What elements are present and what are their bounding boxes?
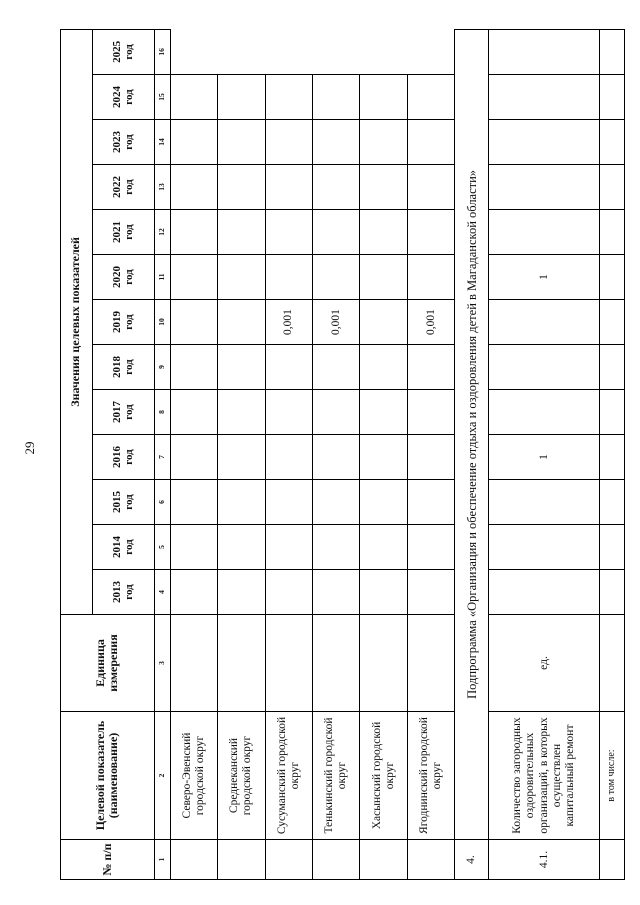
value-2020 <box>218 300 265 345</box>
col-number: 14 <box>154 120 170 165</box>
col-number: 3 <box>154 615 170 712</box>
indicators-table <box>60 29 625 880</box>
value-2020: 0,001 <box>265 300 312 345</box>
subprogram-title: Подпрограмма «Организация и обеспечение отдыха и оздоровления детей в Магаданской области» <box>455 29 489 839</box>
table-row <box>313 29 360 879</box>
col-number: 10 <box>154 300 170 345</box>
item-unit: ед. <box>489 615 600 712</box>
item-value-2016: 1 <box>489 435 600 480</box>
col-number: 9 <box>154 345 170 390</box>
col-number: 1 <box>154 840 170 880</box>
header-num: № п/п <box>61 840 155 880</box>
district-name: Ягоднинский городской округ <box>407 712 454 840</box>
year-2020: 2020 год <box>92 255 154 300</box>
subprogram-num: 4. <box>455 840 489 880</box>
table-row <box>489 29 600 879</box>
value-2020: 0,001 <box>407 300 454 345</box>
page-number: 29 <box>22 441 37 455</box>
col-number: 13 <box>154 165 170 210</box>
col-number: 2 <box>154 712 170 840</box>
year-2014: 2014 год <box>92 525 154 570</box>
header-indicator: Целевой показатель (наименование) <box>61 712 155 840</box>
year-2017: 2017 год <box>92 390 154 435</box>
col-number: 5 <box>154 525 170 570</box>
col-number: 6 <box>154 480 170 525</box>
district-name: Среднеканский городской округ <box>218 712 265 840</box>
district-name: Сусуманский городской округ <box>265 712 312 840</box>
district-name: Северо-Эвенский городской округ <box>170 712 217 840</box>
rotated-table-wrapper <box>60 30 625 880</box>
year-2024: 2024 год <box>92 75 154 120</box>
item-value-2020: 1 <box>489 255 600 300</box>
table-row <box>600 29 625 879</box>
table-row <box>407 29 454 879</box>
year-2016: 2016 год <box>92 435 154 480</box>
col-number: 11 <box>154 255 170 300</box>
col-number: 8 <box>154 390 170 435</box>
year-2015: 2015 год <box>92 480 154 525</box>
table-row <box>218 29 265 879</box>
col-number: 12 <box>154 210 170 255</box>
table-row <box>360 29 407 879</box>
year-2022: 2022 год <box>92 165 154 210</box>
year-2023: 2023 год <box>92 120 154 165</box>
value-2020 <box>170 300 217 345</box>
table-row <box>170 29 217 879</box>
value-2020 <box>360 300 407 345</box>
year-2013: 2013 год <box>92 570 154 615</box>
col-number: 16 <box>154 29 170 74</box>
district-name: Хасынский городской округ <box>360 712 407 840</box>
col-number: 15 <box>154 75 170 120</box>
header-values-title: Значения целевых показателей <box>61 29 93 614</box>
header-unit: Единица измерения <box>61 615 155 712</box>
col-number: 4 <box>154 570 170 615</box>
item-name: Количество загородных оздоровительных организаций, в которых осуществлен капитальный ремонт <box>489 712 600 840</box>
year-2018: 2018 год <box>92 345 154 390</box>
table-row <box>265 29 312 879</box>
subprogram-row <box>455 29 489 879</box>
district-name: Тенькинский городской округ <box>313 712 360 840</box>
col-number: 7 <box>154 435 170 480</box>
year-2019: 2019 год <box>92 300 154 345</box>
value-2020: 0,001 <box>313 300 360 345</box>
item-num: 4.1. <box>489 840 600 880</box>
year-2021: 2021 год <box>92 210 154 255</box>
including-label: в том числе: <box>600 712 625 840</box>
year-2025: 2025 год <box>92 29 154 74</box>
